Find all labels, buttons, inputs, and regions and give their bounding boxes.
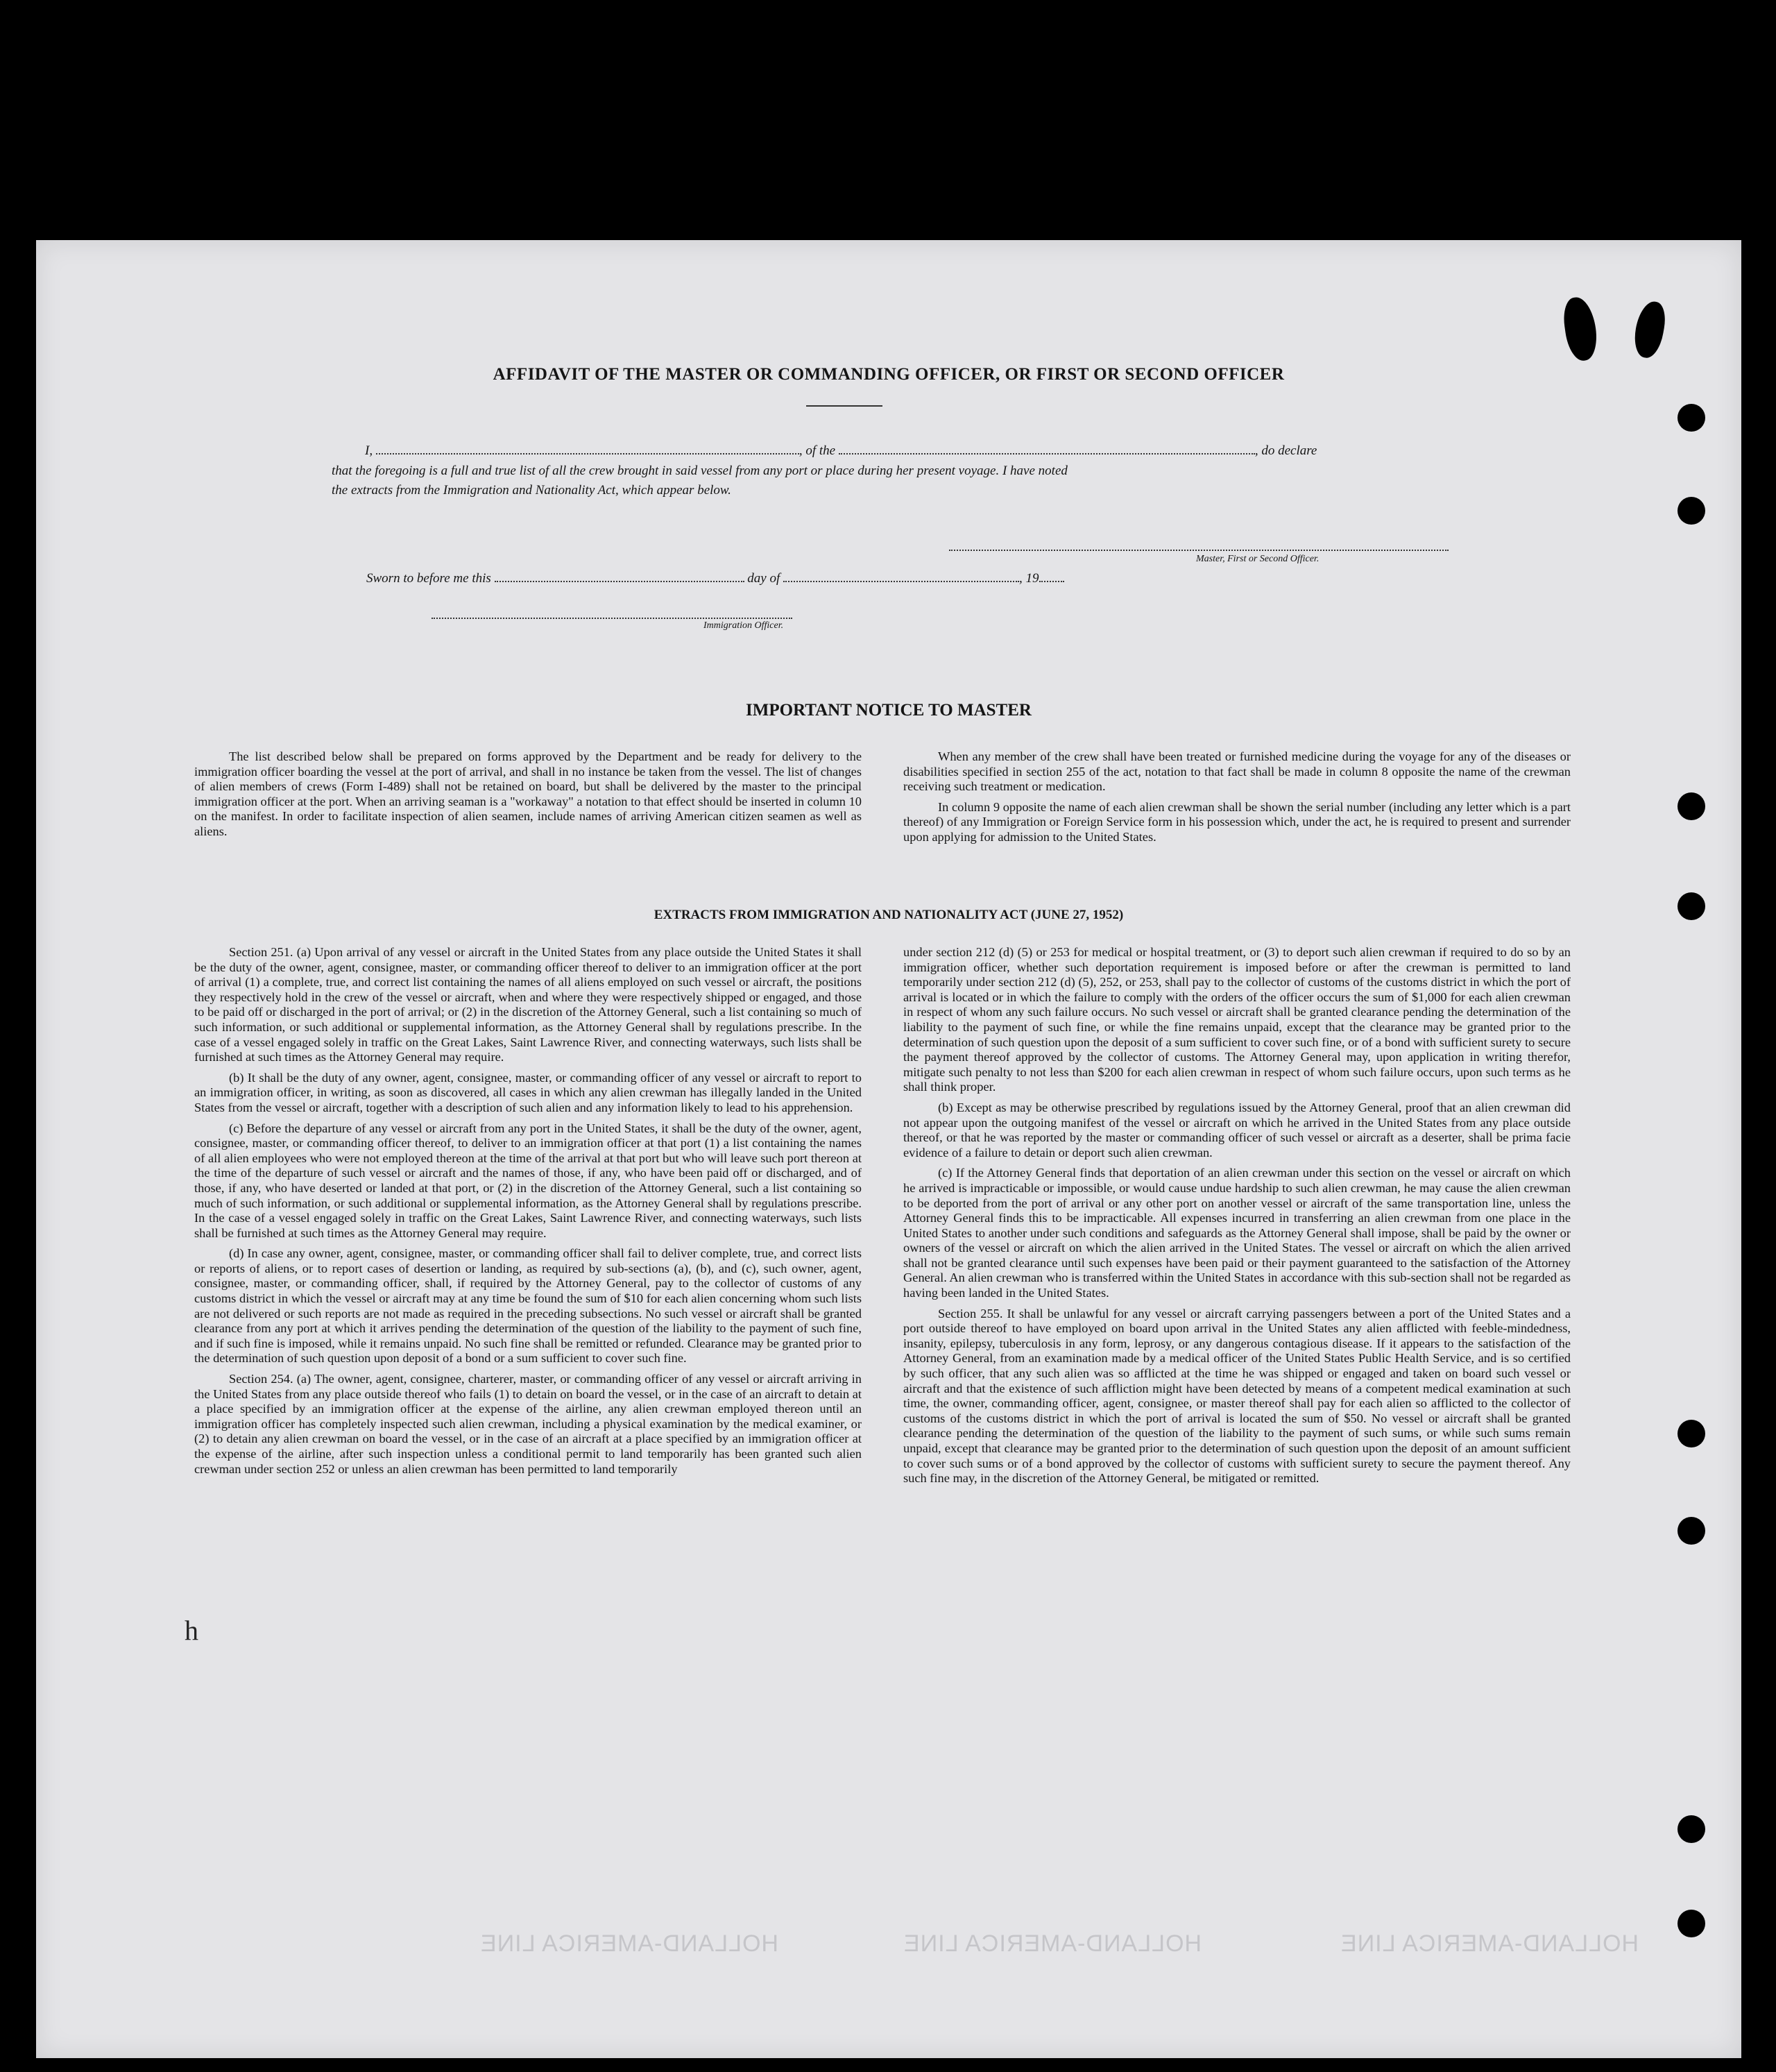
punch-hole <box>1677 1815 1705 1843</box>
title-rule <box>806 405 882 407</box>
sworn-line <box>366 569 1064 586</box>
punch-hole <box>1677 404 1705 432</box>
extract-paragraph: (b) Except as may be otherwise prescribed by regulations issued by the Attorney General, proof that an alien crewman did not appear upon the outgoing manifest of the vessel or aircraft on which he arrived in the United States from any place outside thereof, or that he was reported by the master or commanding officer of such vessel or aircraft as a deserter, shall be prima facie evidence of a failure to detain or deport such alien crewman. <box>903 1100 1571 1160</box>
notice-left-column <box>194 749 862 845</box>
year-prefix-label: , 19 <box>1019 571 1039 586</box>
vessel-blank[interactable] <box>839 441 1255 455</box>
decl-of-the-label: , of the <box>799 443 836 459</box>
officer-signature-label: Immigration Officer. <box>703 620 784 631</box>
extract-paragraph: Section 255. It shall be unlawful for any vessel or aircraft carrying passengers between a port of the United States and a port outside thereof to have employed on board upon arrival in the United States any alien afflicted with feeble-mindedness, insanity, epilepsy, tuberculosis in any form, leprosy, or any dangerous contagious disease. If it appears to the satisfaction of the Attorney General, from an examination made by a medical officer of the United States Public Health Service, and is so certified by such officer, that any such alien was so afflicted at the time he was shipped or engaged and taken on board such vessel or aircraft and that the existence of such affliction might have been detected by means of a competent medical examination at such time, the owner, commanding officer, agent, consignee, or master thereof shall pay for each alien so afflicted to the collector of customs of the customs district in which the port of arrival is located the sum of $50. No vessel or aircraft shall be granted clearance pending the determination of the question of the liability to the payment of such sums, or while such sums remain unpaid, except that clearance may be granted prior to the determination of such question upon the deposit of an amount sufficient to cover such sums or of a bond approved by the collector of customs with sufficient surety to secure the payment thereof. Any such fine may, in the discretion of the Attorney General, be mitigated or remitted. <box>903 1306 1571 1486</box>
extract-paragraph: (b) It shall be the duty of any owner, agent, consignee, master, or commanding officer of any vessel or aircraft to report to an immigration officer, in writing, as soon as discovered, all cases in which any alien crewman has illegally landed in the United States from the vessel or aircraft, together with a description of such alien and any information likely to lead to his apprehension. <box>194 1070 862 1114</box>
sworn-label: Sworn to before me this <box>366 571 491 586</box>
sworn-month-blank[interactable] <box>783 569 1019 582</box>
master-signature-line[interactable] <box>949 550 1449 551</box>
decl-do-declare-label: , do declare <box>1254 443 1317 459</box>
notice-right-paragraph-2: In column 9 opposite the name of each alien crewman shall be shown the serial number (including any letter which is a part thereof) of any Immigration or Foreign Service form in his possession which, under the act, he is required to present and surrender upon applying for admission to the United States. <box>903 799 1571 844</box>
officer-signature-line[interactable] <box>432 618 792 619</box>
show-through-text: HOLLAND-AMERICA LINE <box>1340 1930 1639 1957</box>
extract-paragraph: Section 254. (a) The owner, agent, consignee, charterer, master, or commanding officer of any vessel or aircraft arriving in the United States from any place outside thereof who fails (1) to detain on board the vessel, or in the case of an aircraft to detain at a place specified by an immigration officer at the expense of the airline, any alien crewman employed thereon until an immigration officer has completely inspected such alien crewman, including a physical examination by the medical examiner, or (2) to detain any alien crewman on board the vessel, or in the case of an aircraft at a place specified by an immigration officer at the expense of the airline, after such inspection unless a conditional permit to land temporarily has been granted such alien crewman under section 252 or unless an alien crewman has been permitted to land temporarily <box>194 1372 862 1476</box>
day-of-label: day of <box>747 571 780 586</box>
ink-stain <box>1561 295 1600 362</box>
master-signature-label: Master, First or Second Officer. <box>1196 554 1320 564</box>
show-through-text: HOLLAND-AMERICA LINE <box>480 1930 778 1957</box>
declaration-line-1 <box>365 441 1317 459</box>
extract-paragraph: (d) In case any owner, agent, consignee, master, or commanding officer shall fail to deliver complete, true, and correct lists or reports of aliens, or to report cases of desertion or landing, as required by sub-sections (a), (b), and (c), such owner, agent, consignee, master, or commanding officer, shall, if required by the Attorney General, pay to the collector of customs of any customs district in which the vessel or aircraft may at any time be found the sum of $10 for each alien concerning whom such lists are not delivered or such reports are not made as required in the preceding subsections. No such vessel or aircraft shall be granted clearance from any port at which it arrives pending the determination of the question of the liability to the payment of such fine, and if such fine is imposed, while it remains unpaid. No such fine shall be remitted or refunded. Clearance may be granted prior to the determination of such question upon deposit of a bond or a sum sufficient to cover such fine. <box>194 1246 862 1366</box>
extract-paragraph: under section 212 (d) (5) or 253 for medical or hospital treatment, or (3) to deport such alien crewman if required to do so by an immigration officer, whether such deportation requirement is imposed before or after the crewman is permitted to land temporarily under section 212 (d) (5), 252, or 253, shall pay to the collector of customs of the customs district in which the port of arrival is located or in which the failure to comply with the orders of the officer occurs the sum of $1,000 for each alien crewman in respect of whom any such failure occurs. No such vessel or aircraft shall be granted clearance pending the determination of the liability to the payment of such fine, or while the fine remains unpaid, except that the clearance may be granted prior to the determination of such question upon the deposit of a sum sufficient to cover such fine, or of a bond with sufficient surety to secure the payment thereof approved by the collector of customs. The Attorney General may, upon application in writing therefor, mitigate such penalty to not less than $200 for each alien crewman in respect of whom such failure occurs, upon such terms as he shall think proper. <box>903 945 1571 1094</box>
form-page <box>36 240 1741 2058</box>
punch-hole <box>1677 1910 1705 1937</box>
notice-left-paragraph: The list described below shall be prepared on forms approved by the Department and be ready for delivery to the immigration officer boarding the vessel at the port of arrival, and shall in no instance be taken from the vessel. The list of changes of alien members of crews (Form I-489) shall not be retained on board, but shall be delivered by the master to the principal immigration officer at the port. When an arriving seaman is a "workaway" a notation to that effect should be inserted in column 10 on the manifest. In order to facilitate inspection of alien seamen, include names of arriving American citizen seamen as well as aliens. <box>194 749 862 838</box>
declaration-line-2: that the foregoing is a full and true list of all the crew brought in said vessel from any port or place during her present voyage. I have noted <box>332 464 1068 478</box>
punch-hole <box>1677 792 1705 820</box>
name-blank[interactable] <box>376 441 799 455</box>
affidavit-title: AFFIDAVIT OF THE MASTER OR COMMANDING OFFICER, OR FIRST OR SECOND OFFICER <box>493 365 1285 384</box>
decl-i-label: I, <box>365 443 373 459</box>
punch-hole <box>1677 497 1705 525</box>
extracts-right-column <box>903 945 1571 1492</box>
notice-title: IMPORTANT NOTICE TO MASTER <box>746 701 1032 720</box>
sworn-day-blank[interactable] <box>495 569 744 582</box>
year-blank[interactable] <box>1039 569 1064 582</box>
handwritten-margin-mark: h <box>185 1615 198 1646</box>
extracts-title: EXTRACTS FROM IMMIGRATION AND NATIONALITY ACT (JUNE 27, 1952) <box>654 908 1124 922</box>
punch-hole <box>1677 1517 1705 1545</box>
declaration-line-3: the extracts from the Immigration and Nationality Act, which appear below. <box>332 483 731 498</box>
extract-paragraph: (c) If the Attorney General finds that deportation of an alien crewman under this section on the vessel or aircraft on which he arrived is impracticable or impossible, or would cause undue hardship to such alien crewman, he may cause the alien crewman to be deported from the port of arrival or any other port on another vessel or aircraft of the same transportation line, unless the Attorney General finds this to be impracticable. All expenses incurred in transferring an alien crewman from one place in the United States to another under such conditions and safeguards as the Attorney General shall impose, shall be paid by the owner or owners of the vessel or aircraft on which the alien arrived in the United States. The vessel or aircraft on which the alien arrived shall not be granted clearance until such expenses have been paid or their payment guaranteed to the satisfaction of the Attorney General. An alien crewman who is transferred within the United States in accordance with this sub-section shall not be regarded as having been landed in the United States. <box>903 1166 1571 1300</box>
notice-right-column <box>903 749 1571 851</box>
punch-hole <box>1677 1420 1705 1447</box>
notice-right-paragraph-1: When any member of the crew shall have been treated or furnished medicine during the voyage for any of the diseases or disabilities specified in section 255 of the act, notation to that fact shall be made in column 8 opposite the name of the crewman receiving such treatment or medication. <box>903 749 1571 794</box>
ink-stain <box>1631 299 1668 360</box>
extract-paragraph: (c) Before the departure of any vessel or aircraft from any port in the United States, it shall be the duty of the owner, agent, consignee, master, or commanding officer thereof, to deliver to an immigration officer at that port (1) a list containing the names of all alien employees who were not employed thereon at the time of the arrival at that port but who will leave such port thereon at the time of the departure of such vessel or aircraft and the names of those, if any, who have been paid off or discharged, and of those, if any, who have deserted or landed at that port, or (2) in the discretion of the Attorney General, such a list containing so much of such information, or such additional or supplemental information, as the Attorney General shall by regulations prescribe. In the case of a vessel engaged solely in traffic on the Great Lakes, Saint Lawrence River, and connecting waterways, such lists shall be furnished at such times as the Attorney General may require. <box>194 1121 862 1240</box>
extract-paragraph: Section 251. (a) Upon arrival of any vessel or aircraft in the United States from any place outside the United States it shall be the duty of the owner, agent, consignee, master, or commanding officer thereof to deliver to an immigration officer at the port of arrival (1) a complete, true, and correct list containing the names of all aliens employed on such vessel or aircraft, the positions they respectively hold in the crew of the vessel or aircraft, when and where they were respectively shipped or engaged, and those to be paid off or discharged in the port of arrival; or (2) in the discretion of the Attorney General, such a list containing so much of such information, or such additional or supplemental information, as the Attorney General shall by regulations prescribe. In the case of a vessel engaged solely in traffic on the Great Lakes, Saint Lawrence River, and connecting waterways, such lists shall be furnished at such times as the Attorney General may require. <box>194 945 862 1064</box>
extracts-left-column <box>194 945 862 1482</box>
show-through-text: HOLLAND-AMERICA LINE <box>903 1930 1202 1957</box>
